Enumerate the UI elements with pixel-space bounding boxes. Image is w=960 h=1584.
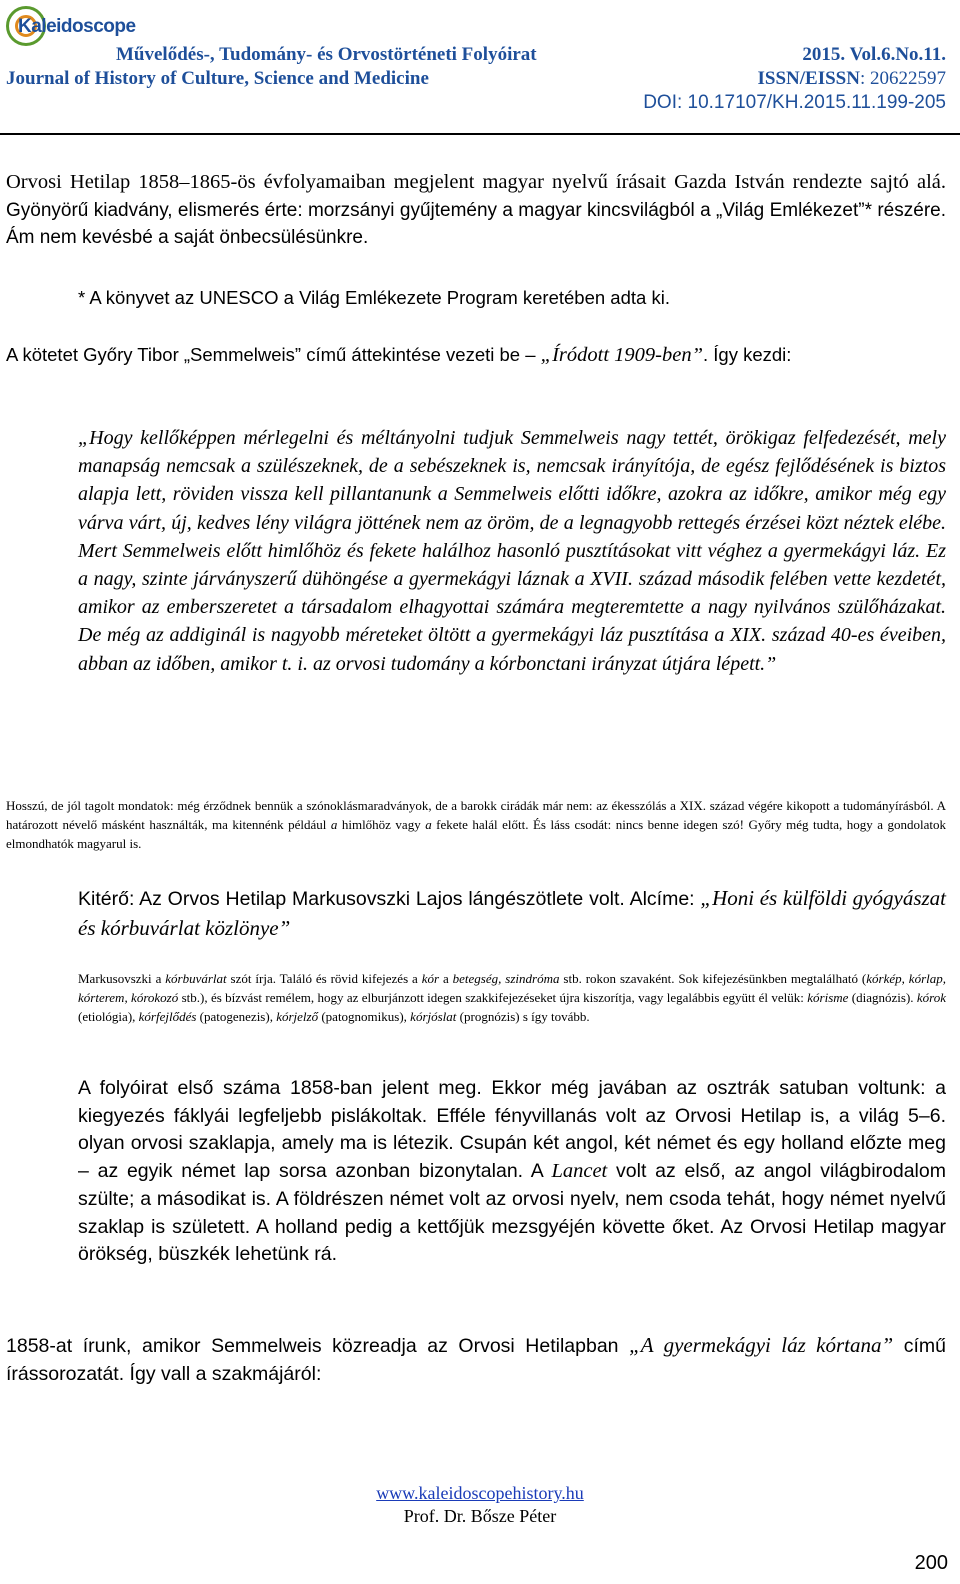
note-style-article1: a — [330, 817, 338, 832]
note-term-t3: a — [439, 971, 453, 986]
author-name: Prof. Dr. Bősze Péter — [403, 1506, 557, 1526]
paragraph-intro-part2: Gyönyörű kiadvány, elismerés érte: morzsányi gyűjtemény a magyar kincsvilágból a „Világ Emlékezet”* részére. Ám nem kevésbé a saját önbecsülésünkre. — [6, 199, 946, 248]
issn-label: ISSN/EISSN — [757, 68, 860, 89]
paragraph-gyory — [6, 341, 946, 370]
note-term-t5: stb.), és bízvást remélem, hogy az elburjánzott idegen szakkifejezéseket újra kiszorítja, vagy legalábbis együtt él velük: — [178, 990, 808, 1005]
note-term-t8: (patogenezis), — [196, 1009, 277, 1024]
note-term-t10: (prognózis) s így tovább. — [456, 1009, 590, 1024]
paragraph-digression-text: Kitérő: Az Orvos Hetilap Markusovszki Lajos lángészötlete volt. Alcíme: — [78, 888, 701, 910]
block-quote-part1: „Hogy kellőképpen mérlegelni és méltányolni tudjuk Semmelweis nagy tettét, örökigaz felfedezését, mely manapság nemcsak a szülészeknek, de a sebészeknek is, nemcsak irányítója, de egész fejlődésének is biztos alapja lett, röviden vissza kell pillantanunk a Semmelweis előtti időkre, azokra az időkre, amikor még egy várva várt, új, kedves lény világra jöttének nem az öröm, de a legnagyobb rettegés érzései közt néztek elébe. — [78, 427, 946, 534]
note-term-i9: kórjóslat — [410, 1009, 457, 1024]
paragraph-intro — [6, 169, 946, 252]
doi-info: DOI: 10.17107/KH.2015.11.199-205 — [643, 92, 946, 113]
note-style-text2: himlőhöz vagy — [337, 817, 426, 832]
paragraph-gyory-part1: A kötetet Győry Tibor „Semmelweis” című áttekintése vezeti be – — [6, 344, 541, 365]
paragraph-semmelweis — [6, 1332, 946, 1388]
note-term-i4: kórkép, kórlap, kórterem, kórokozó — [78, 971, 946, 1005]
website-link[interactable]: www.kaleidoscopehistory.hu — [376, 1483, 584, 1503]
paragraph-gyory-part2: . Így kezdi: — [702, 344, 792, 365]
header-divider — [0, 133, 960, 135]
paragraph-history — [78, 1075, 946, 1269]
note-term-i1: kórbuvárlat — [165, 971, 227, 986]
note-term-i7: kórfejlődés — [138, 1009, 197, 1024]
note-style-article2: a — [425, 817, 432, 832]
paragraph-digression-subtitle: „Honi és külföldi gyógyászat és kórbuvárlat közlönye” — [78, 886, 946, 940]
note-term-i5: kórisme — [807, 990, 849, 1005]
note-term-t9: (patognomikus), — [318, 1009, 411, 1024]
paragraph-semmelweis-text1: 1858-at írunk, amikor Semmelweis közreadja az Orvosi Hetilapban — [6, 1335, 630, 1357]
paragraph-semmelweis-text2: című írássorozatát. Így vall a szakmájáról: — [6, 1335, 946, 1385]
note-term-t1: Markusovszki a — [78, 971, 166, 986]
note-style-text3: fekete halál előtt. És láss csodát: nincs benne idegen szó! Győry még tudta, hogy a gondolatok elmondhatók magyarul is. — [6, 817, 946, 851]
paragraph-semmelweis-title: „A gyermekágyi láz kórtana” — [629, 1333, 894, 1357]
note-term-i2: kór — [421, 971, 440, 986]
journal-header — [0, 0, 960, 140]
paragraph-intro-part1: Orvosi Hetilap 1858–1865-ös évfolyamaiban megjelent magyar nyelvű írásait Gazda István rendezte sajtó alá. — [6, 171, 946, 193]
issn-info — [758, 68, 946, 90]
note-term-i6: kórok — [916, 990, 947, 1005]
note-term-t7: (etiológia), — [78, 1009, 139, 1024]
volume-info: 2015. Vol.6.No.11. — [802, 44, 946, 65]
note-term-i8: kórjelző — [276, 1009, 319, 1024]
note-style — [6, 796, 946, 853]
note-term-t2: szót írja. Találó és rövid kifejezés a — [226, 971, 422, 986]
issn-value: : 20622597 — [859, 68, 946, 89]
paragraph-history-text2: volt az első, az angol világbirodalom szülte; a másodikat is. A földrészen német volt az orvosi nyelv, nem csoda tehát, hogy német nyelvű szaklap is született. A holland pedig a kettőjük mezsgyéjén követte őket. Az Orvosi Hetilap magyar örökség, büszkék lehetünk rá. — [78, 1160, 946, 1266]
note-term-i3: betegség, szindróma — [452, 971, 560, 986]
block-quote — [78, 424, 946, 678]
kaleidoscope-logo — [4, 4, 136, 48]
paragraph-history-text1: A folyóirat első száma 1858-ban jelent meg. Ekkor még javában az osztrák satuban voltunk: a kiegyezés fáklyái legfeljebb pislákoltak. Efféle fényvillanás volt az Orvosi Hetilap is, a világ 5–6. olyan orvosi szaklapja, amely ma is létezik. Csupán két angol, két német és egy holland előzte meg – az egyik német lap sorsa azonban bizonytalan. A — [78, 1077, 946, 1183]
note-term-t4: stb. rokon szavaként. Sok kifejezésünkben megtalálható ( — [559, 971, 867, 986]
page-number: 200 — [914, 1552, 948, 1574]
logo-text: Kaleidoscope — [18, 16, 136, 37]
journal-title-en: Journal of History of Culture, Science and Medicine — [6, 68, 429, 89]
paragraph-gyory-quote: „Íródott 1909-ben” — [540, 344, 703, 366]
note-term-t6: (diagnózis). — [848, 990, 917, 1005]
paragraph-digression — [78, 884, 946, 943]
note-style-text1: Hosszú, de jól tagolt mondatok: még érződnek bennük a szónoklásmaradványok, de a barokk cirádák már nem: az ékesszólás a XIX. század végére kikopott a tudományírásból. A határozott névelő másként használták, ma kitennénk például — [6, 798, 946, 832]
journal-title-hu: Művelődés-, Tudomány- és Orvostörténeti Folyóirat — [116, 44, 537, 65]
footnote-unesco: * A könyvet az UNESCO a Világ Emlékezete Program keretében adta ki. — [78, 287, 670, 308]
block-quote-part2: Mert Semmelweis előtt himlőhöz és fekete halálhoz hasonló pusztításokat vitt véghez a gyermekágyi láz. Ez a nagy, szinte járványszerű dühöngése a gyermekágyi láznak a XVII. század második felében vette kezdetét, amikor az emberszeretet a társadalom elhagyottai számára megteremtette a nagy nyilvános szülőházakat. De még az addiginál is nagyobb méreteket öltött a gyermekágyi láz pusztítása a XIX. század 40-es éveiben, abban az időben, amikor t. i. az orvosi tudomány a kórbonctani irányzat útjára lépett.” — [78, 539, 946, 675]
paragraph-history-lancet: Lancet — [551, 1160, 608, 1183]
note-terminology — [78, 969, 946, 1026]
